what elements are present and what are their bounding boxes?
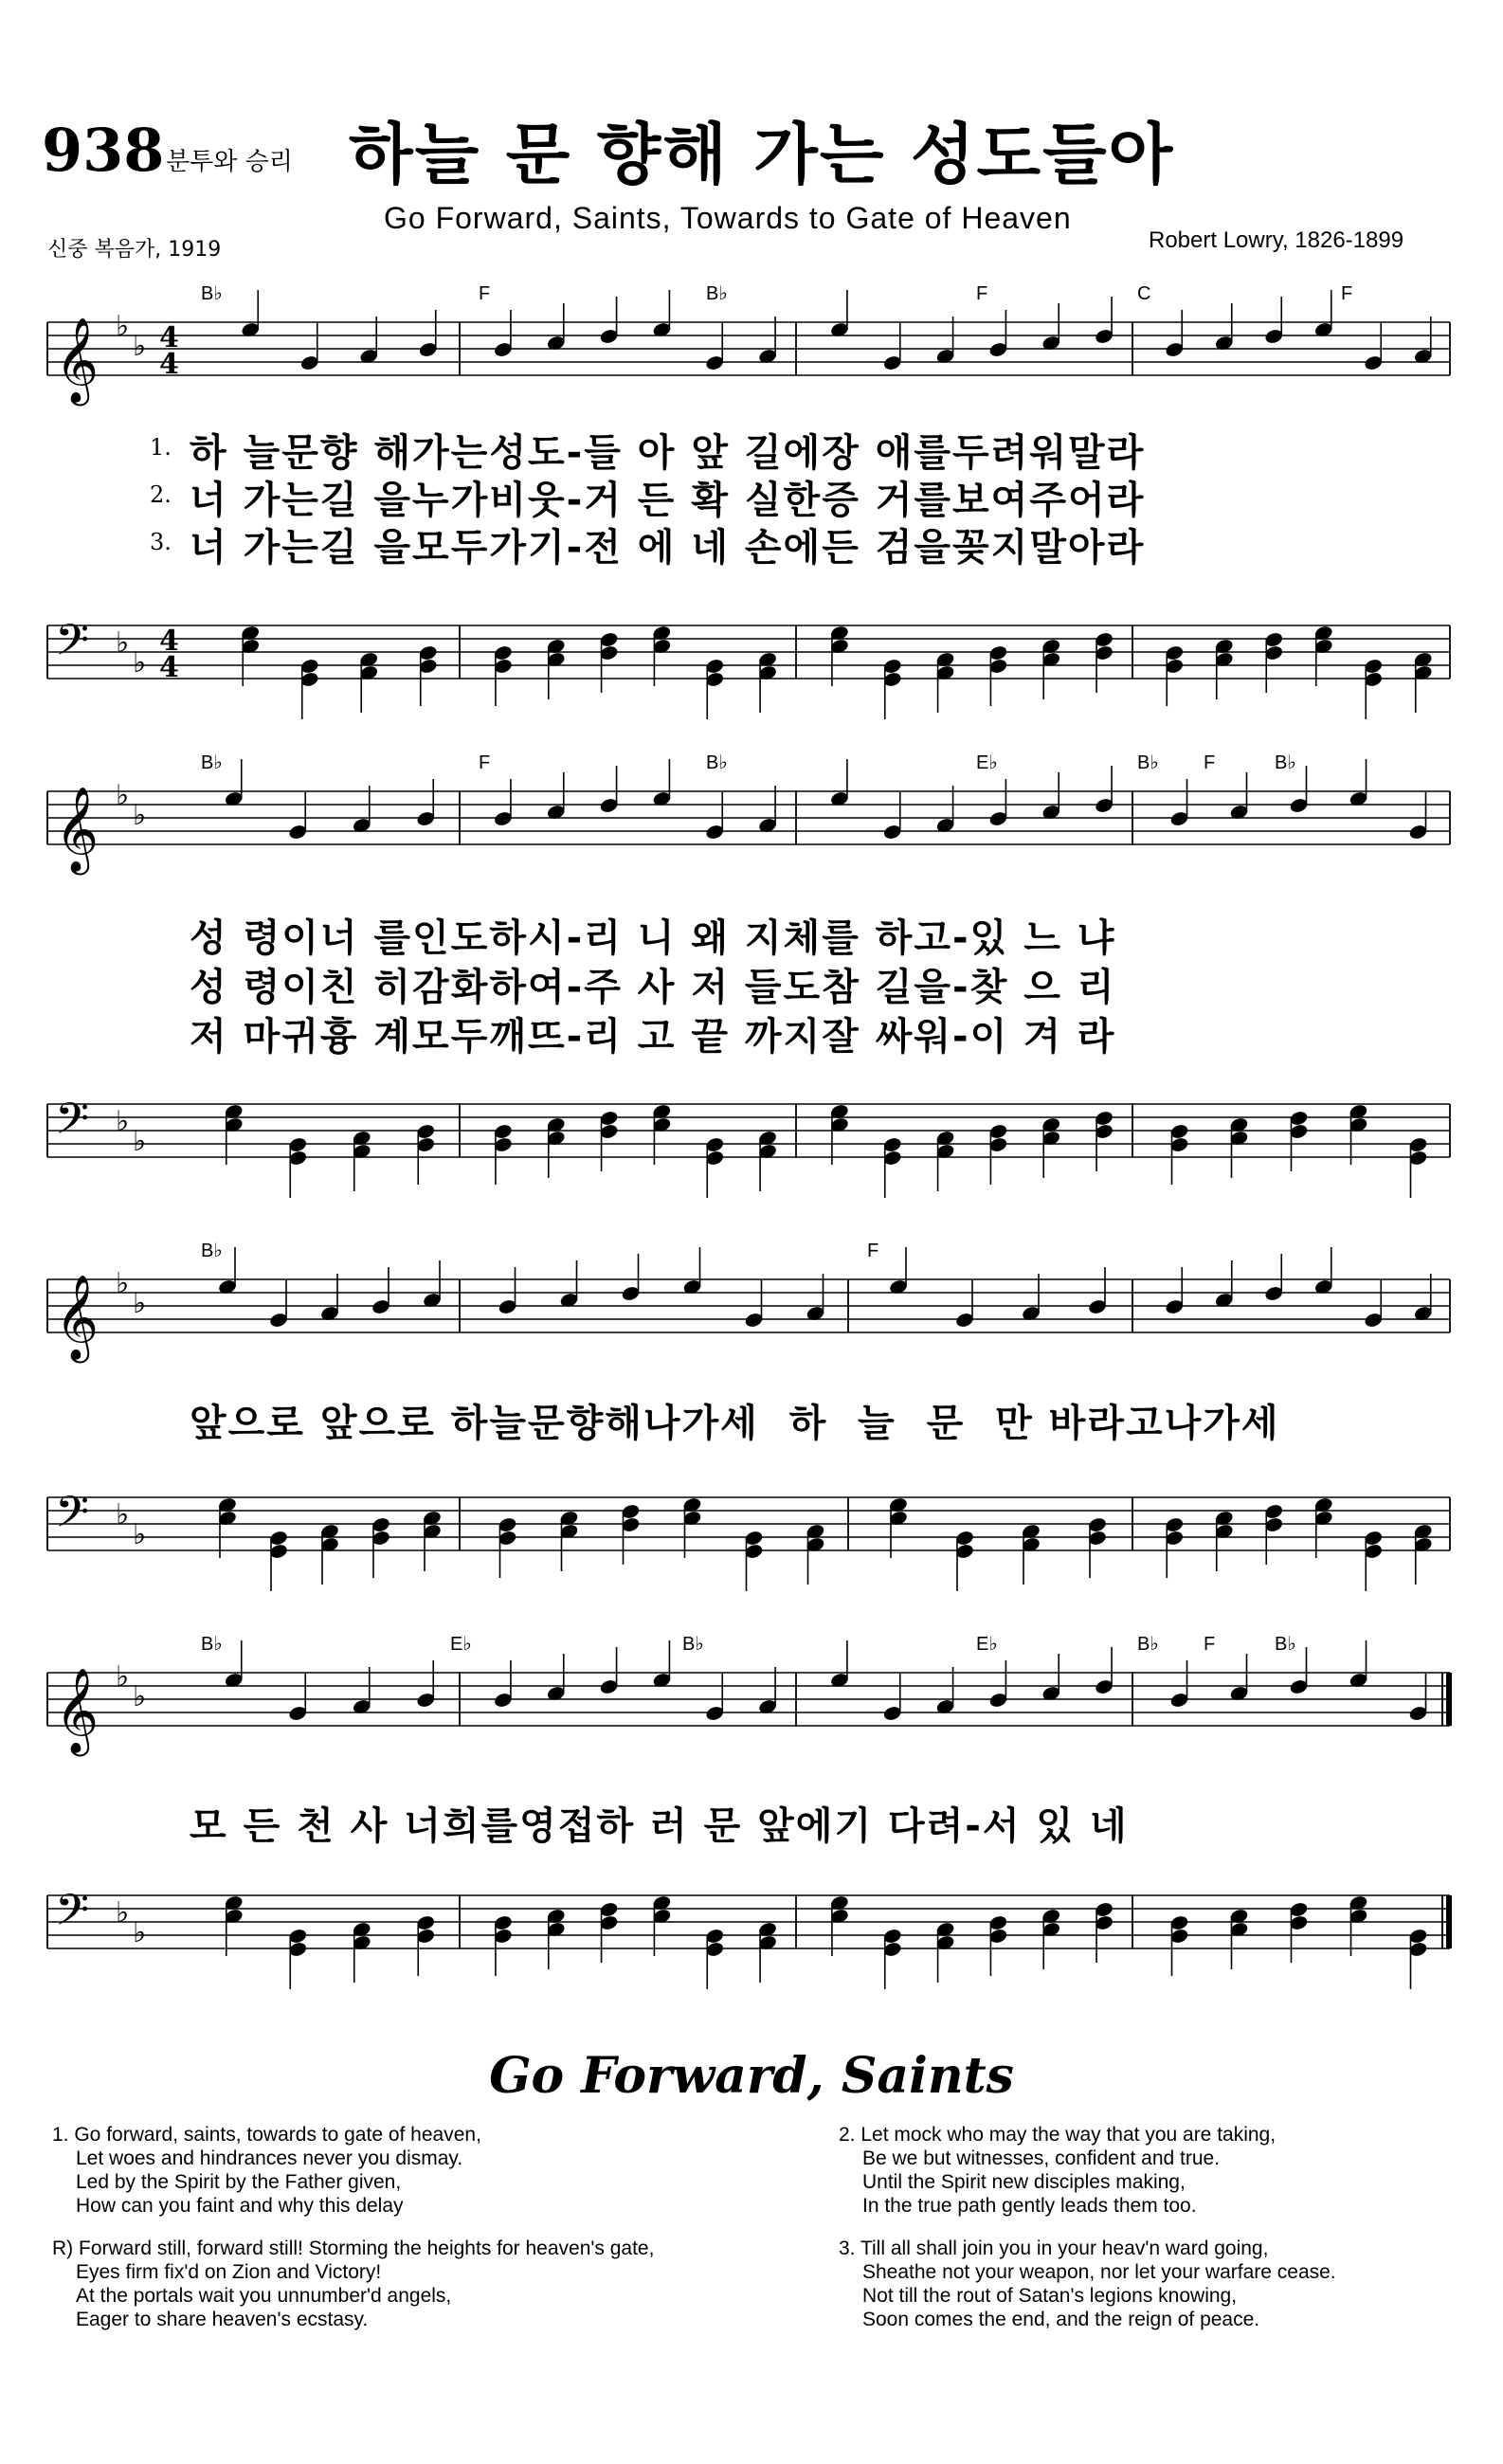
- verse-number: 3.: [150, 529, 172, 555]
- title-english: Go Forward, Saints, Towards to Gate of Heaven: [384, 201, 1072, 235]
- english-stanza-2: [839, 2123, 1276, 2218]
- stanza-line: 1. Go forward, saints, towards to gate of heaven,: [52, 2124, 481, 2146]
- chord-symbol: F: [479, 753, 491, 773]
- chord-symbol: E♭: [976, 1635, 998, 1655]
- system-3-treble-staff: [0, 1241, 1503, 1384]
- system-2-treble-staff: [0, 753, 1503, 896]
- flat-icon: ♭: [116, 1267, 130, 1300]
- verse-number: 2.: [150, 481, 172, 508]
- flat-icon: ♭: [116, 626, 130, 660]
- system-3-bass-staff: [0, 1459, 1503, 1592]
- chord-symbol: F: [479, 284, 491, 304]
- stanza-line: In the true path gently leads them too.: [862, 2195, 1197, 2217]
- bass-clef-icon: 𝄢: [55, 1094, 90, 1155]
- stanza-line: Sheathe not your weapon, nor let your warfare cease.: [862, 2261, 1336, 2283]
- stanza-line: R) Forward still, forward still! Storming the heights for heaven's gate,: [52, 2238, 655, 2259]
- stanza-line: Led by the Spirit by the Father given,: [76, 2171, 402, 2193]
- hymn-category: 분투와 승리: [166, 148, 293, 176]
- flat-icon: ♭: [133, 1916, 147, 1949]
- flat-icon: ♭: [133, 1680, 147, 1713]
- title-korean: 하늘 문 향해 가는 성도들아: [349, 116, 1175, 193]
- time-signature: 4: [159, 348, 179, 381]
- flat-icon: ♭: [133, 1125, 147, 1158]
- chord-symbol: B♭: [706, 284, 728, 304]
- english-stanza-1: [52, 2123, 481, 2218]
- chord-symbol: E♭: [450, 1635, 472, 1655]
- english-refrain: [52, 2237, 654, 2331]
- bass-clef-icon: 𝄢: [55, 1885, 90, 1947]
- lyric-line: 하 늘문향 해가는성도-들 아 앞 길에장 애를두려워말라: [190, 431, 1146, 475]
- chord-symbol: E♭: [976, 753, 998, 773]
- chord-symbol: B♭: [1137, 753, 1159, 773]
- stanza-line: 2. Let mock who may the way that you are taking,: [839, 2124, 1277, 2146]
- lyric-line: 성 령이너 를인도하시-리 니 왜 지체를 하고-있 느 냐: [190, 916, 1116, 960]
- chord-symbol: F: [1204, 1635, 1216, 1655]
- stanza-line: How can you faint and why this delay: [76, 2195, 404, 2217]
- stanza-line: Let woes and hindrances never you dismay.: [76, 2147, 463, 2169]
- stanza-line: 3. Till all shall join you in your heav'n ward going,: [839, 2238, 1269, 2259]
- chord-symbol: C: [1137, 284, 1151, 304]
- chord-symbol: B♭: [201, 1635, 223, 1655]
- stanza-line: Soon comes the end, and the reign of peace.: [862, 2309, 1260, 2330]
- source-credit: 신중 복음가, 1919: [47, 238, 222, 262]
- stanza-line: Be we but witnesses, confident and true.: [862, 2147, 1221, 2169]
- treble-clef-icon: 𝄞: [55, 787, 100, 872]
- refrain-lyric-line: 모 든 천 사 너희를영접하 러 문 앞에기 다려-서 있 네: [190, 1804, 1129, 1848]
- flat-icon: ♭: [133, 1287, 147, 1320]
- flat-icon: ♭: [133, 1518, 147, 1551]
- system-4-bass-staff: [0, 1857, 1503, 1990]
- composer-credit: Robert Lowry, 1826-1899: [1149, 227, 1404, 253]
- stanza-line: At the portals wait you unnumber'd angels,: [76, 2285, 452, 2307]
- system-1-bass-staff: [0, 588, 1503, 720]
- stanza-line: Eager to share heaven's ecstasy.: [76, 2309, 369, 2330]
- chord-symbol: B♭: [201, 284, 223, 304]
- chord-symbol: F: [1341, 284, 1353, 304]
- flat-icon: ♭: [116, 1105, 130, 1138]
- flat-icon: ♭: [133, 646, 147, 679]
- flat-icon: ♭: [116, 1498, 130, 1531]
- time-signature: 4: [159, 625, 179, 658]
- stanza-line: Not till the rout of Satan's legions knowing,: [862, 2285, 1238, 2307]
- flat-icon: ♭: [133, 799, 147, 832]
- treble-clef-icon: 𝄞: [55, 317, 100, 403]
- flat-icon: ♭: [116, 779, 130, 812]
- verse-number: 1.: [150, 434, 172, 461]
- treble-clef-icon: 𝄞: [55, 1275, 100, 1360]
- chord-symbol: B♭: [1275, 1635, 1296, 1655]
- bass-clef-icon: 𝄢: [55, 1487, 90, 1549]
- english-title: Go Forward, Saints: [489, 2047, 1014, 2105]
- chord-symbol: B♭: [1137, 1635, 1159, 1655]
- time-signature: 4: [159, 651, 179, 684]
- lyric-line: 너 가는길 을누가비웃-거 든 확 실한증 거를보여주어라: [190, 479, 1146, 522]
- flat-icon: ♭: [133, 330, 147, 363]
- lyric-line: 성 령이친 히감화하여-주 사 저 들도참 길을-찾 으 리: [190, 966, 1116, 1009]
- system-1-treble-staff: [0, 284, 1503, 426]
- english-stanza-3: [839, 2237, 1336, 2331]
- lyric-line: 너 가는길 을모두가기-전 에 네 손에든 검을꽂지말아라: [190, 526, 1146, 570]
- chord-symbol: F: [976, 284, 988, 304]
- system-2-bass-staff: [0, 1066, 1503, 1199]
- chord-symbol: F: [1204, 753, 1216, 773]
- lyric-line: 저 마귀흉 계모두깨뜨-리 고 끝 까지잘 싸워-이 겨 라: [190, 1015, 1116, 1059]
- chord-symbol: B♭: [201, 1241, 223, 1261]
- chord-symbol: F: [867, 1241, 879, 1261]
- chord-symbol: B♭: [706, 753, 728, 773]
- flat-icon: ♭: [116, 1660, 130, 1694]
- chord-symbol: B♭: [1275, 753, 1296, 773]
- chord-symbol: B♭: [682, 1635, 704, 1655]
- refrain-lyric-line: 앞으로 앞으로 하늘문향해나가세 하 늘 문 만 바라고나가세: [190, 1402, 1280, 1445]
- bass-clef-icon: 𝄢: [55, 615, 90, 677]
- system-4-treble-staff: [0, 1635, 1503, 1777]
- flat-icon: ♭: [116, 1896, 130, 1930]
- stanza-line: Eyes firm fix'd on Zion and Victory!: [76, 2261, 382, 2283]
- time-signature: 4: [159, 321, 179, 354]
- stanza-line: Until the Spirit new disciples making,: [862, 2171, 1186, 2193]
- treble-clef-icon: 𝄞: [55, 1668, 100, 1753]
- chord-symbol: B♭: [201, 753, 223, 773]
- flat-icon: ♭: [116, 310, 130, 343]
- hymn-number: 938: [42, 116, 165, 185]
